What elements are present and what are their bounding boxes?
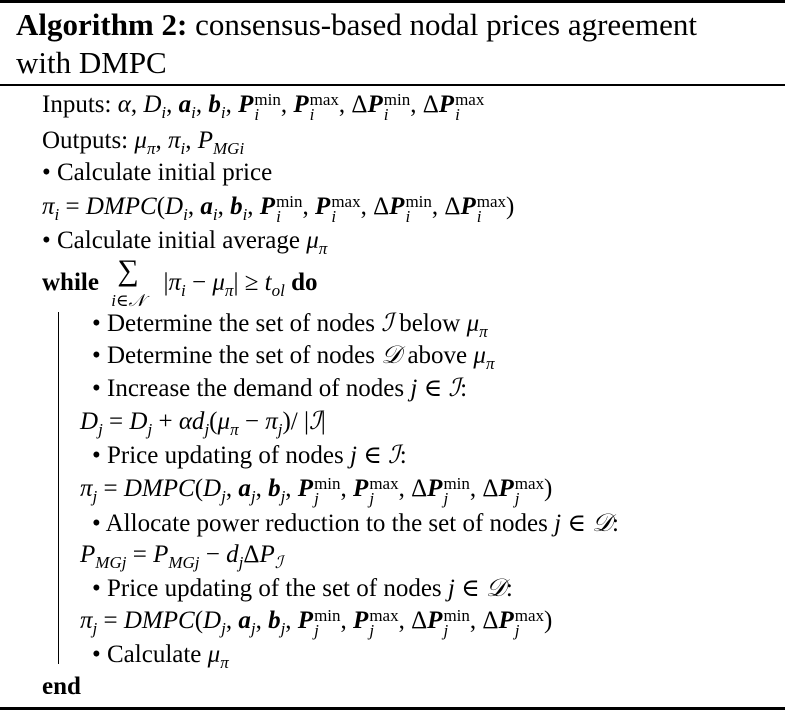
calculate-mu-line: • Calculate $\mu_\pi$ bbox=[92, 641, 229, 672]
price-updating-nodes-line: • Price updating of nodes j ∈ ℐ: bbox=[92, 440, 407, 469]
inputs-label: Inputs: bbox=[42, 91, 112, 118]
while-line: while ∑ i∈𝒩 $|\pi_i - \mu_\pi| \ge t_{ol}$ do bbox=[42, 254, 318, 311]
outputs-label: Outputs: bbox=[42, 127, 129, 154]
power-reduction-formula: $P_{MGj} = P_{MGj} - d_j\Delta P_ℐ$ bbox=[80, 541, 283, 573]
above-word: above bbox=[407, 342, 468, 369]
demand-update-formula: $D_j = D_j + \alpha d_j(\mu_\pi - \pi_j)/$ |ℐ| bbox=[80, 406, 326, 439]
calc-initial-average-text: • Calculate initial average bbox=[42, 227, 300, 254]
outputs-line: Outputs: $\mu_\pi$, $\pi_i$, $P_{MGi}$ bbox=[42, 127, 245, 158]
determine-below-line: • Determine the set of nodes ℐ below $\mu_\pi$ bbox=[92, 308, 488, 341]
do-keyword: do bbox=[291, 269, 318, 296]
initial-price-formula: $\pi_i$ = $DMPC(D_i$, $a_i$, $b_i$, P min i , P max i , ΔP min i , ΔP max i ) bbox=[42, 192, 515, 226]
calculate-mu-text: • Calculate bbox=[92, 641, 202, 668]
algorithm-label: Algorithm 2: bbox=[16, 7, 188, 42]
top-rule bbox=[0, 0, 785, 3]
price-updating-set-line: • Price updating of the set of nodes j ∈ 𝒟: bbox=[92, 573, 513, 602]
calc-initial-price-line: • Calculate initial price bbox=[42, 159, 273, 186]
determine-above-text: • Determine the set of nodes bbox=[92, 342, 375, 369]
while-keyword: while bbox=[42, 269, 99, 296]
algorithm-title-line1: consensus-based nodal prices agreement bbox=[195, 7, 697, 42]
middle-rule bbox=[0, 84, 785, 86]
price-updating-set-text: • Price updating of the set of nodes bbox=[92, 575, 442, 602]
algorithm-title bbox=[16, 6, 776, 82]
bottom-rule bbox=[0, 707, 785, 710]
algorithm-title-line2: with DMPC bbox=[16, 45, 167, 80]
increase-demand-line: • Increase the demand of nodes j ∈ ℐ: bbox=[92, 373, 468, 402]
determine-below-text: • Determine the set of nodes bbox=[92, 310, 375, 337]
allocate-power-line: • Allocate power reduction to the set of nodes j ∈ 𝒟: bbox=[92, 508, 619, 537]
end-keyword: end bbox=[42, 673, 81, 700]
price-update-formula-2: $\pi_j$ = $DMPC(D_j$, $a_j$, $b_j$, P min j , P max j , ΔP min j , ΔP max j ) bbox=[80, 606, 553, 640]
sum-operator: ∑ i∈𝒩 bbox=[111, 254, 145, 311]
price-updating-nodes-text: • Price updating of nodes bbox=[92, 442, 344, 469]
determine-above-line: • Determine the set of nodes 𝒟 above $\mu_\pi$ bbox=[92, 340, 495, 373]
below-word: below bbox=[399, 310, 461, 337]
inputs-line: Inputs: α, $D_i$, $a_i$, $b_i$, P min i , P max i , ΔP min i , ΔP max i bbox=[42, 90, 485, 124]
allocate-power-text: • Allocate power reduction to the set of nodes bbox=[92, 510, 548, 537]
loop-body-bar bbox=[58, 312, 59, 664]
price-update-formula-1: $\pi_j$ = $DMPC(D_j$, $a_j$, $b_j$, P min j , P max j , ΔP min j , ΔP max j ) bbox=[80, 474, 553, 508]
calc-initial-average-line: • Calculate initial average $\mu_\pi$ bbox=[42, 227, 328, 258]
increase-demand-text: • Increase the demand of nodes bbox=[92, 375, 405, 402]
